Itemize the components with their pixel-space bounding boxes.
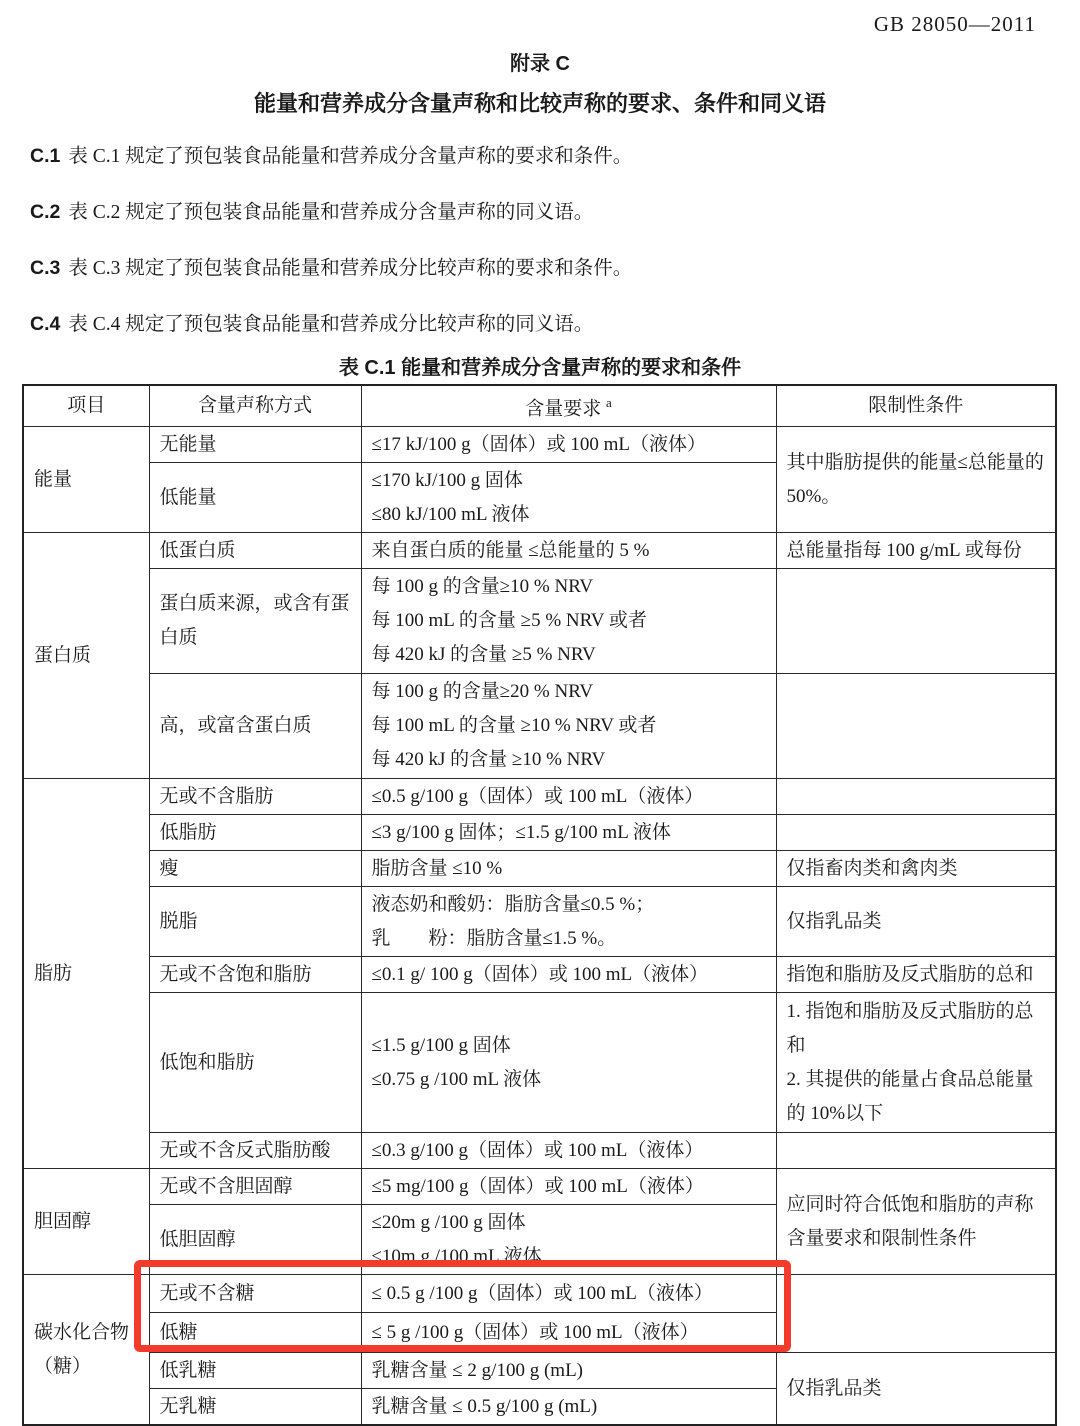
table-row (23, 1169, 1056, 1205)
condition-cell: 总能量指每 100 g/mL 或每份 (776, 533, 1056, 569)
condition-cell: 其中脂肪提供的能量≤总能量的 50%。 (776, 427, 1056, 533)
requirement-cell (361, 1205, 776, 1275)
claim-cell: 无或不含饱和脂肪 (149, 957, 361, 993)
header-requirement: 含量要求 $^a$ (361, 385, 776, 427)
item-cell-carbohydrate: 碳水化合物（糖） (23, 1275, 149, 1425)
requirement-line: 每 420 kJ 的含量 ≥5 % NRV (371, 644, 596, 666)
requirement-line: 每 100 g 的含量≥10 % NRV (371, 576, 594, 598)
clause-c2 (30, 199, 1040, 226)
table-row (23, 993, 1056, 1133)
requirement-cell: ≤5 mg/100 g（固体）或 100 mL（液体） (361, 1169, 776, 1205)
table-row (23, 674, 1056, 779)
clause-text: 表 C.2 规定了预包装食品能量和营养成分含量声称的同义语。 (68, 202, 594, 223)
clause-label: C.4 (30, 313, 61, 335)
table-c1-wrapper (22, 384, 1057, 1426)
item-cell-protein: 蛋白质 (23, 533, 149, 779)
claim-cell: 低蛋白质 (149, 533, 361, 569)
condition-cell (776, 993, 1056, 1133)
claim-cell: 低胆固醇 (149, 1205, 361, 1275)
table-row (23, 887, 1056, 957)
item-cell-fat: 脂肪 (23, 779, 149, 1169)
claim-cell: 高，或富含蛋白质 (149, 674, 361, 779)
claim-cell: 无或不含糖 (149, 1275, 361, 1313)
requirement-cell (361, 569, 776, 674)
clause-text: 表 C.3 规定了预包装食品能量和营养成分比较声称的要求和条件。 (68, 258, 633, 279)
claim-cell: 瘦 (149, 851, 361, 887)
requirement-cell (361, 993, 776, 1133)
item-cell-energy: 能量 (23, 427, 149, 533)
table-row (23, 427, 1056, 463)
requirement-line: 每 420 kJ 的含量 ≥10 % NRV (371, 749, 606, 771)
requirement-cell: 脂肪含量 ≤10 % (361, 851, 776, 887)
condition-cell-empty (776, 815, 1056, 851)
requirement-line: ≤20m g /100 g 固体 (371, 1211, 526, 1233)
condition-cell: 仅指乳品类 (776, 1353, 1056, 1425)
table-row (23, 779, 1056, 815)
condition-line: 2. 其提供的能量占食品总能量的 10%以下 (786, 1068, 1034, 1124)
requirement-cell (361, 463, 776, 533)
claim-cell: 无或不含反式脂肪酸 (149, 1133, 361, 1169)
claim-cell: 蛋白质来源，或含有蛋白质 (149, 569, 361, 674)
clause-text: 表 C.1 规定了预包装食品能量和营养成分含量声称的要求和条件。 (68, 146, 633, 167)
clause-c3 (30, 255, 1040, 282)
requirement-line: ≤10m g /100 mL 液体 (371, 1245, 542, 1267)
claim-cell: 低饱和脂肪 (149, 993, 361, 1133)
clause-label: C.1 (30, 145, 61, 167)
condition-cell: 仅指畜肉类和禽肉类 (776, 851, 1056, 887)
table-row (23, 533, 1056, 569)
clause-label: C.2 (30, 201, 61, 223)
requirement-line: ≤170 kJ/100 g 固体 (371, 469, 523, 491)
condition-cell-empty (776, 779, 1056, 815)
requirement-cell: ≤3 g/100 g 固体；≤1.5 g/100 mL 液体 (361, 815, 776, 851)
table-row (23, 569, 1056, 674)
table-row-highlighted (23, 1275, 1056, 1313)
claim-cell: 低脂肪 (149, 815, 361, 851)
header-item: 项目 (23, 385, 149, 427)
item-cell-cholesterol: 胆固醇 (23, 1169, 149, 1275)
requirement-cell: ≤0.3 g/100 g（固体）或 100 mL（液体） (361, 1133, 776, 1169)
claim-cell: 无乳糖 (149, 1389, 361, 1425)
requirement-line: 每 100 mL 的含量 ≥5 % NRV 或者 (371, 610, 647, 632)
requirement-line: 液态奶和酸奶：脂肪含量≤0.5 %； (371, 893, 655, 915)
table-row (23, 851, 1056, 887)
clause-label: C.3 (30, 257, 61, 279)
claim-cell: 低糖 (149, 1313, 361, 1353)
appendix-title: 附录 C (510, 53, 570, 75)
clause-text: 表 C.4 规定了预包装食品能量和营养成分比较声称的同义语。 (68, 314, 594, 335)
condition-cell: 指饱和脂肪及反式脂肪的总和 (776, 957, 1056, 993)
appendix-subtitle: 能量和营养成分含量声称和比较声称的要求、条件和同义语 (253, 91, 826, 116)
condition-cell-empty (776, 1133, 1056, 1169)
table-title: 表 C.1 能量和营养成分含量声称的要求和条件 (338, 357, 742, 379)
requirement-cell: ≤0.1 g/ 100 g（固体）或 100 mL（液体） (361, 957, 776, 993)
condition-cell: 应同时符合低饱和脂肪的声称含量要求和限制性条件 (776, 1169, 1056, 1275)
requirement-line: ≤1.5 g/100 g 固体 (371, 1034, 511, 1056)
requirement-line: 乳 粉：脂肪含量≤1.5 %。 (371, 927, 617, 949)
requirement-cell: 乳糖含量 ≤ 2 g/100 g (mL) (361, 1353, 776, 1389)
condition-cell-empty (776, 674, 1056, 779)
requirement-cell: ≤ 5 g /100 g（固体）或 100 mL（液体） (361, 1313, 776, 1353)
table-c1 (22, 384, 1057, 1426)
requirement-line: ≤0.75 g /100 mL 液体 (371, 1068, 542, 1090)
requirement-cell: ≤17 kJ/100 g（固体）或 100 mL（液体） (361, 427, 776, 463)
requirement-cell: ≤ 0.5 g /100 g（固体）或 100 mL（液体） (361, 1275, 776, 1313)
condition-cell-empty (776, 569, 1056, 674)
claim-cell: 低乳糖 (149, 1353, 361, 1389)
table-row (23, 1353, 1056, 1389)
claim-cell: 无或不含脂肪 (149, 779, 361, 815)
standard-number: GB 28050—2011 (873, 12, 1036, 36)
claim-cell: 脱脂 (149, 887, 361, 957)
header-claim: 含量声称方式 (149, 385, 361, 427)
requirement-cell (361, 887, 776, 957)
requirement-cell: 来自蛋白质的能量 ≤总能量的 5 % (361, 533, 776, 569)
table-header-row (23, 385, 1056, 427)
clause-c4 (30, 311, 1040, 338)
requirement-line: ≤80 kJ/100 mL 液体 (371, 503, 530, 525)
claim-cell: 无能量 (149, 427, 361, 463)
requirement-cell: 乳糖含量 ≤ 0.5 g/100 g (mL) (361, 1389, 776, 1425)
condition-line: 1. 指饱和脂肪及反式脂肪的总和 (786, 1000, 1034, 1056)
table-row (23, 957, 1056, 993)
table-row (23, 1133, 1056, 1169)
requirement-cell (361, 674, 776, 779)
footnote-mark: a (605, 395, 612, 410)
requirement-line: 每 100 mL 的含量 ≥10 % NRV 或者 (371, 715, 657, 737)
clause-c1 (30, 143, 1040, 170)
condition-cell: 仅指乳品类 (776, 887, 1056, 957)
claim-cell: 低能量 (149, 463, 361, 533)
condition-cell-empty (776, 1275, 1056, 1353)
requirement-cell: ≤0.5 g/100 g（固体）或 100 mL（液体） (361, 779, 776, 815)
claim-cell: 无或不含胆固醇 (149, 1169, 361, 1205)
requirement-line: 每 100 g 的含量≥20 % NRV (371, 681, 594, 703)
table-row (23, 815, 1056, 851)
header-condition: 限制性条件 (776, 385, 1056, 427)
